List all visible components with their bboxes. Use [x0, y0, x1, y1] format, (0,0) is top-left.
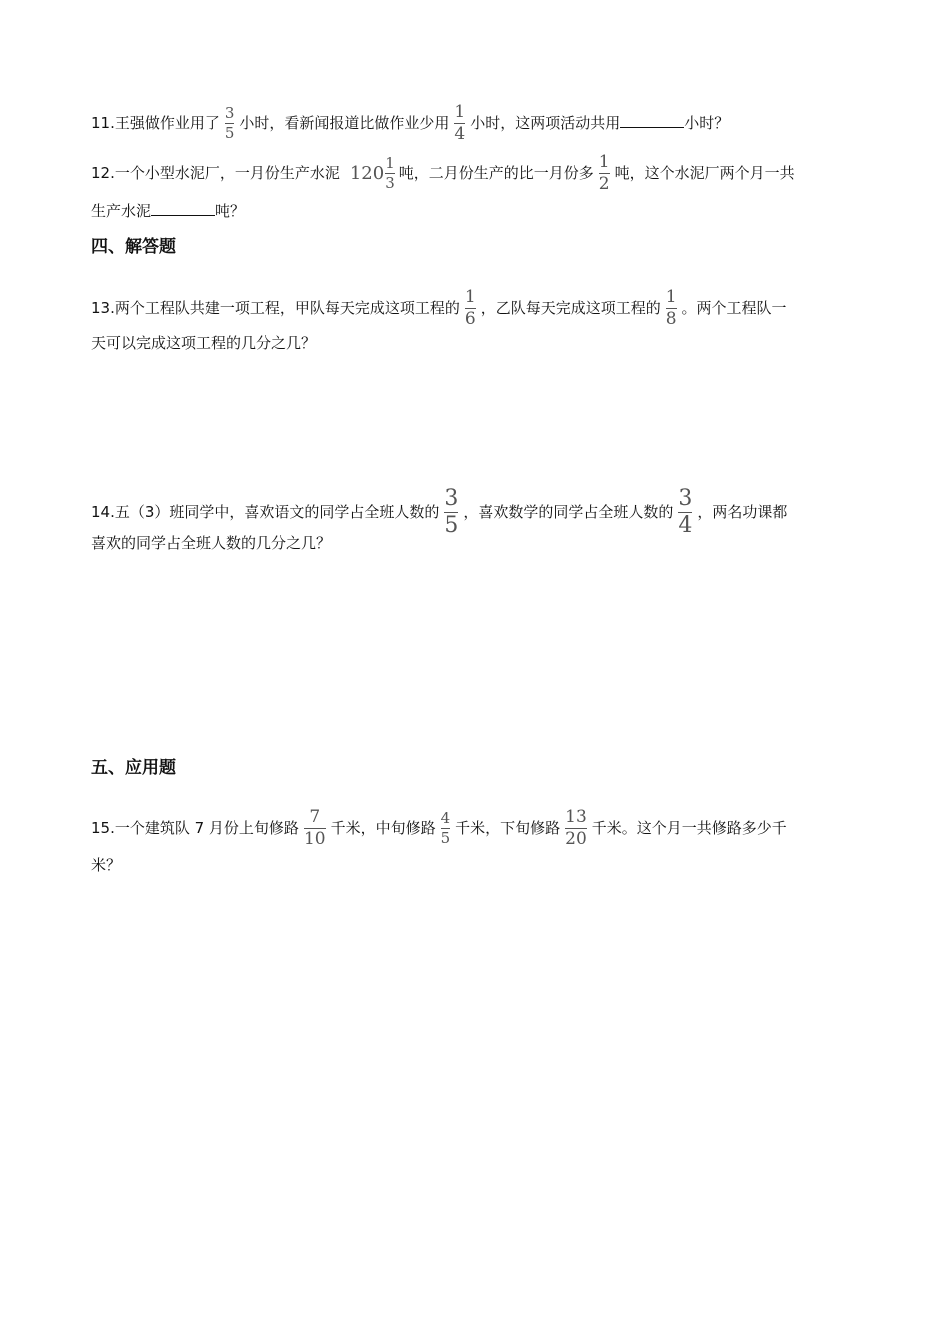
question-13-line-2	[91, 333, 316, 353]
mixed-number-120-1-3: 120 $\frac{1}{3}$	[349, 154, 395, 192]
answer-blank-11[interactable]	[620, 113, 684, 128]
section-5-heading: 五、应用题	[91, 758, 176, 778]
question-14-line-1	[91, 488, 787, 537]
question-15-text-1: 15.一个建筑队 7 月份上旬修路	[91, 819, 299, 837]
question-12-text-3: 吨，这个水泥厂两个月一共	[614, 164, 795, 182]
question-12-text-5: 吨？	[215, 202, 246, 220]
question-13-text-1: 13.两个工程队共建一项工程，甲队每天完成这项工程的	[91, 299, 460, 317]
fraction-1-4: $\frac{1}{4}$	[454, 102, 466, 144]
question-12-text-2: 吨，二月份生产的比一月份多	[398, 164, 594, 182]
question-12-line-1	[91, 154, 795, 193]
fraction-3-4-large: $\frac{3}{4}$	[678, 486, 693, 538]
question-14-text-2: ，喜欢数学的同学占全班人数的	[463, 503, 674, 521]
question-11-text-3: 小时，这两项活动共用	[470, 114, 621, 132]
question-13-line-1	[91, 289, 787, 328]
question-15-line-2	[91, 855, 121, 875]
fraction-1-2: $\frac{1}{2}$	[598, 152, 610, 194]
fraction-7-10: $\frac{7}{10}$	[303, 807, 326, 849]
answer-blank-12[interactable]	[151, 201, 215, 216]
fraction-1-8: $\frac{1}{8}$	[665, 287, 677, 329]
fraction-13-20: $\frac{13}{20}$	[565, 807, 587, 849]
question-13-text-4: 天可以完成这项工程的几分之几？	[91, 334, 317, 352]
fraction-4-5: $\frac{4}{5}$	[440, 809, 451, 847]
question-15-text-2: 千米，中旬修路	[330, 819, 436, 837]
question-11-text-4: 小时？	[684, 114, 730, 132]
fraction-3-5-large: $\frac{3}{5}$	[444, 486, 459, 538]
question-15-text-4: 千米。这个月一共修路多少千	[591, 819, 787, 837]
question-11-line-1	[91, 104, 729, 143]
question-11-text-2: 小时，看新闻报道比做作业少用	[239, 114, 450, 132]
question-14-line-2	[91, 533, 331, 553]
question-13-text-2: ，乙队每天完成这项工程的	[480, 299, 661, 317]
fraction-1-6: $\frac{1}{6}$	[464, 287, 476, 329]
question-11-text-1: 11.王强做作业用了	[91, 114, 220, 132]
question-12-text-4: 生产水泥	[91, 202, 152, 220]
question-13-text-3: 。两个工程队一	[681, 299, 787, 317]
question-15-text-5: 米？	[91, 856, 122, 874]
fraction-3-5: $\frac{3}{5}$	[224, 104, 235, 142]
question-14-text-4: 喜欢的同学占全班人数的几分之几？	[91, 534, 332, 552]
question-15-text-3: 千米，下旬修路	[455, 819, 561, 837]
question-14-text-3: ，两名功课都	[697, 503, 788, 521]
question-14-text-1: 14.五（3）班同学中，喜欢语文的同学占全班人数的	[91, 503, 440, 521]
question-12-line-2	[91, 201, 245, 221]
section-4-heading: 四、解答题	[91, 237, 176, 257]
question-15-line-1	[91, 809, 787, 848]
question-12-text-1: 12.一个小型水泥厂，一月份生产水泥	[91, 164, 340, 182]
